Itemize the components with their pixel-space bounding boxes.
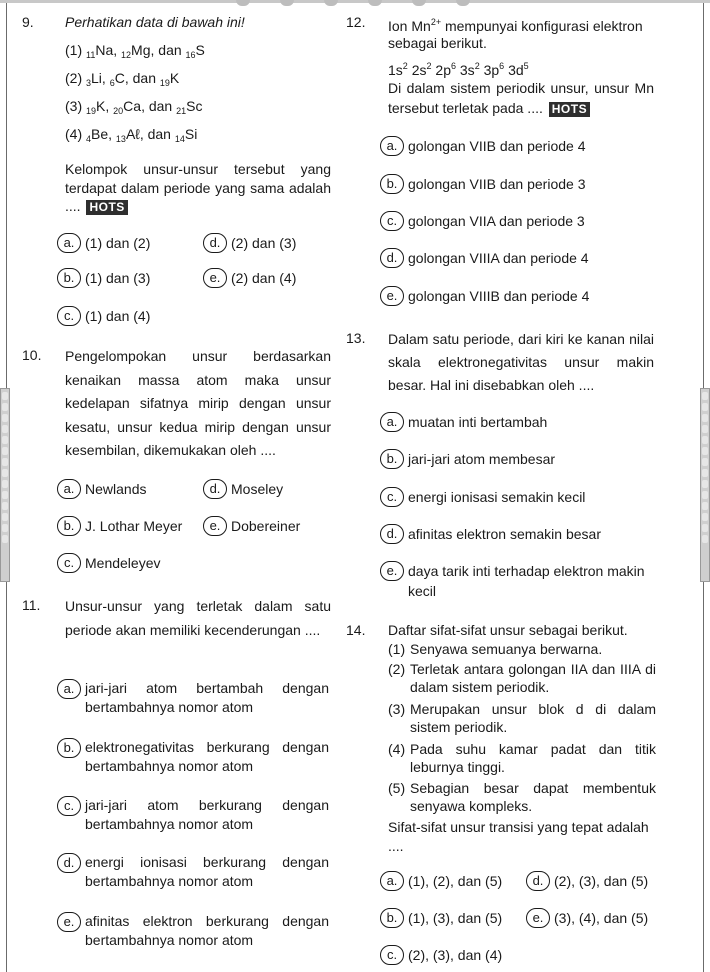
q9-data-item (65, 68, 179, 93)
q14-list-item (388, 779, 656, 815)
option-c[interactable] (57, 306, 150, 326)
option-d[interactable] (203, 479, 283, 499)
option-c[interactable] (380, 945, 502, 965)
left-side-ornament (0, 388, 10, 582)
option-letter-badge: a. (57, 233, 81, 253)
item-text: Merupakan unsur blok d di dalam sistem periodik. (410, 701, 656, 735)
option-e[interactable] (203, 268, 296, 288)
option-text: (1) dan (3) (85, 270, 151, 286)
electron-count: 2 (402, 61, 408, 71)
option-text: Dobereiner (231, 518, 301, 534)
option-letter-badge: c. (380, 211, 404, 231)
option-text: (2), (3), dan (4) (408, 947, 503, 963)
option-b[interactable] (57, 516, 182, 536)
option-text: energi ionisasi berkurang dengan bertambahnya nomor atom (85, 854, 329, 889)
item-text: Terletak antara golongan IIA dan IIIA di dalam sistem periodik. (410, 661, 656, 695)
option-letter-badge: b. (380, 449, 404, 469)
element-symbol: Sc (186, 98, 203, 114)
electron-count: 6 (499, 61, 505, 71)
q13-stem: Dalam satu periode, dari kiri ke kanan nilai skala elektronegativitas unsur makin besar. Hal ini disebabkan oleh .... (388, 331, 654, 393)
option-c[interactable] (380, 211, 585, 231)
element-symbol: Aℓ (125, 126, 140, 142)
option-text: golongan VIIB dan periode 3 (408, 176, 586, 192)
q10-number: 10. (22, 347, 42, 363)
option-text: afinitas elektron semakin besar (408, 526, 601, 542)
q12-line2: sebagai berikut. (388, 35, 487, 51)
option-c[interactable] (57, 553, 161, 573)
option-letter-badge: b. (57, 738, 81, 758)
option-text: (2) dan (3) (231, 235, 297, 251)
item-label: (3) (388, 701, 406, 717)
element-symbol: Be (91, 126, 109, 142)
q9-number: 9. (22, 14, 34, 30)
element-symbol: K (169, 70, 180, 86)
atomic-number: 3 (86, 78, 92, 88)
option-text: golongan VIIA dan periode 3 (408, 213, 585, 229)
item-text: Senyawa semuanya berwarna. (410, 641, 603, 657)
atomic-number: 16 (185, 50, 196, 60)
q9-prompt: Perhatikan data di bawah ini! (65, 14, 245, 30)
atomic-number: 12 (121, 50, 132, 60)
element-symbol: K (96, 98, 106, 114)
option-text: golongan VIIB dan periode 4 (408, 138, 586, 154)
option-letter-badge: a. (380, 871, 404, 891)
orbital: 1s (388, 62, 403, 78)
option-text: muatan inti bertambah (408, 414, 548, 430)
item-label: (3) (65, 98, 86, 114)
option-letter-badge: a. (57, 679, 81, 699)
q14-list-item (388, 740, 656, 776)
option-letter-badge: e. (380, 561, 404, 581)
option-text: J. Lothar Meyer (85, 518, 183, 534)
item-label: (4) (388, 741, 406, 757)
option-letter-badge: c. (57, 306, 81, 326)
option-e[interactable] (57, 912, 329, 950)
item-label: (2) (65, 70, 86, 86)
q14-list-item (388, 660, 656, 696)
option-letter-badge: e. (380, 286, 404, 306)
atomic-number: 11 (86, 50, 96, 60)
q12-stem: Di dalam sistem periodik unsur, unsur Mn tersebut terletak pada .... HOTS (388, 80, 654, 116)
element-symbol: Si (184, 126, 198, 142)
option-c[interactable] (57, 796, 329, 834)
option-text: golongan VIIIB dan periode 4 (408, 288, 590, 304)
option-text: daya tarik inti terhadap elektron makin kecil (408, 563, 645, 599)
atomic-number: 4 (86, 134, 92, 144)
option-d[interactable] (526, 871, 648, 891)
item-text: Pada suhu kamar padat dan titik leburnya tinggi. (410, 741, 656, 775)
option-text: golongan VIIIA dan periode 4 (408, 250, 589, 266)
item-label: (5) (388, 780, 406, 796)
option-text: elektronegativitas berkurang dengan bertambahnya nomor atom (85, 739, 329, 774)
option-a[interactable] (57, 233, 150, 253)
q14-number: 14. (346, 622, 366, 638)
q12-number: 12. (346, 14, 366, 30)
item-label: (4) (65, 126, 86, 142)
option-text: (1) dan (4) (85, 308, 151, 324)
option-text: jari-jari atom berkurang dengan bertambahnya nomor atom (85, 797, 329, 832)
top-ornament (0, 0, 710, 8)
option-letter-badge: b. (380, 908, 404, 928)
atomic-number: 20 (113, 106, 124, 116)
option-letter-badge: d. (203, 479, 227, 499)
item-text: Sebagian besar dapat membentuk senyawa kompleks. (410, 780, 656, 814)
q13-number: 13. (346, 330, 366, 346)
q10-stem: Pengelompokan unsur berdasarkan kenaikan massa atom maka unsur kedelapan sifatnya mirip dengan unsur kesatu, unsur kedua mirip dengan unsur kesembilan, dikemukakan oleh .... (65, 348, 331, 458)
option-letter-badge: e. (203, 268, 227, 288)
option-a[interactable] (380, 412, 547, 432)
q14-list-item (388, 640, 656, 658)
option-a[interactable] (57, 679, 329, 717)
orbital: 2p (431, 62, 451, 78)
atomic-number: 21 (176, 106, 187, 116)
option-text: energi ionisasi semakin kecil (408, 489, 586, 505)
option-letter-badge: d. (380, 524, 404, 544)
item-label: (1) (65, 42, 86, 58)
option-c[interactable] (380, 487, 585, 507)
option-text: jari-jari atom membesar (408, 451, 556, 467)
q9-data-item (65, 124, 197, 149)
option-b[interactable] (57, 738, 329, 776)
orbital: 3s (456, 62, 475, 78)
option-text: (1), (3), dan (5) (408, 910, 503, 926)
element-symbol: Ca (123, 98, 142, 114)
electron-count: 2 (474, 61, 480, 71)
option-letter-badge: a. (57, 479, 81, 499)
option-a[interactable] (57, 479, 146, 499)
option-d[interactable] (203, 233, 296, 253)
q9-stem: Kelompok unsur-unsur tersebut yang terdapat dalam periode yang sama adalah .... HOTS (65, 161, 331, 214)
separator: , (113, 42, 122, 58)
atomic-number: 19 (86, 106, 97, 116)
separator: , dan (124, 70, 160, 86)
element-symbol: Mg (131, 42, 151, 58)
atomic-number: 13 (115, 134, 126, 144)
option-text: Mendeleyev (85, 555, 161, 571)
option-e[interactable] (526, 908, 648, 928)
q12-electron-config (388, 56, 529, 80)
option-letter-badge: c. (57, 796, 81, 816)
option-b[interactable] (57, 268, 150, 288)
electron-count: 5 (523, 61, 529, 71)
option-e[interactable] (380, 561, 656, 601)
option-letter-badge: e. (57, 912, 81, 932)
q12-line1: Ion $Mn^{2+}$ mempunyai konfigurasi elektron (388, 17, 643, 34)
orbital: 2s (407, 62, 427, 78)
separator: , dan (139, 126, 175, 142)
atomic-number: 6 (109, 78, 115, 88)
option-letter-badge: d. (203, 233, 227, 253)
option-a[interactable] (380, 136, 585, 156)
option-text: (1), (2), dan (5) (408, 873, 503, 889)
orbital: 3p (479, 62, 500, 78)
item-label: (2) (388, 661, 406, 677)
q9-data-item (65, 96, 202, 121)
atomic-number: 14 (174, 134, 185, 144)
option-letter-badge: b. (57, 268, 81, 288)
separator: , (108, 126, 116, 142)
option-letter-badge: c. (57, 553, 81, 573)
option-letter-badge: b. (57, 516, 81, 536)
option-text: (3), (4), dan (5) (554, 910, 649, 926)
option-e[interactable] (380, 286, 589, 306)
q9-data-item (65, 40, 205, 65)
hots-badge: HOTS (86, 200, 127, 215)
element-symbol: C (114, 70, 125, 86)
hots-badge: HOTS (549, 102, 590, 117)
q11-stem: Unsur-unsur yang terletak dalam satu periode akan memiliki kecenderungan .... (65, 598, 331, 638)
option-d[interactable] (380, 524, 601, 544)
option-letter-badge: d. (57, 853, 81, 873)
orbital: 3d (504, 62, 524, 78)
q14-list-item (388, 700, 656, 736)
element-symbol: S (195, 42, 205, 58)
option-b[interactable] (380, 908, 502, 928)
q14-stem: Daftar sifat-sifat unsur sebagai berikut. (388, 622, 628, 638)
separator: , dan (150, 42, 186, 58)
option-letter-badge: d. (380, 248, 404, 268)
option-letter-badge: c. (380, 487, 404, 507)
separator: , (105, 98, 114, 114)
option-letter-badge: b. (380, 174, 404, 194)
option-e[interactable] (203, 516, 300, 536)
option-text: Newlands (85, 481, 147, 497)
option-b[interactable] (380, 449, 555, 469)
option-text: (1) dan (2) (85, 235, 151, 251)
option-letter-badge: d. (526, 871, 550, 891)
q14-question: Sifat-sifat unsur transisi yang tepat adalah .... (388, 819, 649, 854)
option-d[interactable] (57, 853, 329, 891)
option-letter-badge: e. (203, 516, 227, 536)
option-text: jari-jari atom bertambah dengan bertambahnya nomor atom (85, 680, 329, 715)
option-letter-badge: a. (380, 412, 404, 432)
separator: , (101, 70, 110, 86)
option-letter-badge: c. (380, 945, 404, 965)
element-symbol: Na (95, 42, 114, 58)
separator: , dan (141, 98, 177, 114)
q11-number: 11. (22, 597, 41, 613)
option-a[interactable] (380, 871, 502, 891)
option-text: Moseley (231, 481, 284, 497)
atomic-number: 19 (159, 78, 170, 88)
right-side-ornament (700, 388, 710, 582)
option-letter-badge: a. (380, 136, 404, 156)
option-d[interactable] (380, 248, 589, 268)
element-symbol: Li (91, 70, 102, 86)
option-text: (2), (3), dan (5) (554, 873, 649, 889)
option-text: afinitas elektron berkurang dengan bertambahnya nomor atom (85, 913, 329, 948)
electron-count: 2 (426, 61, 432, 71)
electron-count: 6 (450, 61, 456, 71)
option-b[interactable] (380, 174, 585, 194)
item-label: (1) (388, 641, 406, 657)
option-text: (2) dan (4) (231, 270, 297, 286)
option-letter-badge: e. (526, 908, 550, 928)
